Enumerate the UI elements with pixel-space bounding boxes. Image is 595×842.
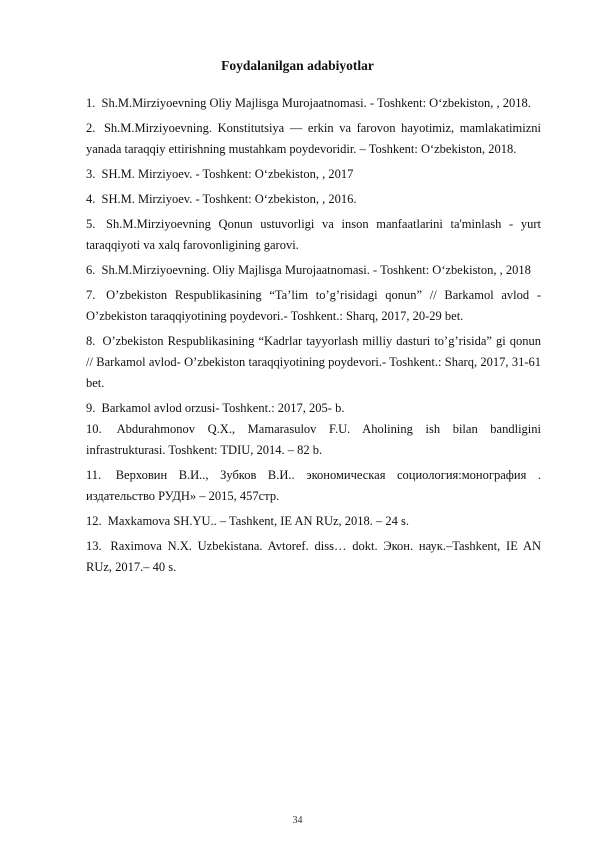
reference-number: 13.	[86, 539, 102, 553]
reference-number: 12.	[86, 514, 102, 528]
reference-item	[86, 511, 541, 532]
reference-number: 4.	[86, 192, 96, 206]
reference-text: SH.M. Mirziyoev. - Toshkent: O‘zbekiston, , 2017	[101, 167, 354, 181]
reference-item	[86, 285, 541, 327]
reference-number: 9.	[86, 401, 96, 415]
reference-text: Barkamol avlod orzusi- Toshkent.: 2017, 205- b.	[101, 401, 345, 415]
reference-item	[86, 536, 541, 578]
reference-text: Верховин В.И.., Зубков В.И.. экономическая социология:монография . издательство РУДН» – 2015, 457стр.	[86, 468, 541, 503]
reference-item	[86, 189, 541, 210]
reference-text: O’zbekiston Respublikasining “Kadrlar tayyorlash milliy dasturi to’g’risida” gi qonun // Barkamol avlod- O’zbekiston taraqqiyotining poydevori.- Toshkent.: Sharq, 2017, 31-61 bet.	[86, 334, 542, 390]
reference-number: 11.	[86, 468, 102, 482]
reference-number: 6.	[86, 263, 96, 277]
reference-text: Sh.M.Mirziyoevning. Konstitutsiya — erkin va farovon hayotimiz, mamlakatimizni yanada taraqqiy ettirishning mustahkam poydevoridir. – Toshkent: O‘zbekiston, 2018.	[86, 121, 541, 156]
page-number: 34	[292, 815, 303, 826]
reference-item	[86, 398, 541, 419]
reference-text: Sh.M.Mirziyoevning Qonun ustuvorligi va inson manfaatlarini ta'minlash - yurt taraqqiyoti va xalq farovonligining garovi.	[86, 217, 541, 252]
reference-number: 7.	[86, 288, 96, 302]
reference-number: 10.	[86, 422, 102, 436]
reference-item	[86, 93, 541, 114]
reference-item	[86, 331, 541, 394]
reference-text: Sh.M.Mirziyoevning Oliy Majlisga Murojaatnomasi. - Toshkent: O‘zbekiston, , 2018.	[101, 96, 531, 110]
reference-number: 5.	[86, 217, 96, 231]
reference-number: 1.	[86, 96, 96, 110]
reference-text: SH.M. Mirziyoev. - Toshkent: O‘zbekiston, , 2016.	[101, 192, 357, 206]
reference-number: 2.	[86, 121, 96, 135]
reference-item	[86, 260, 541, 281]
reference-text: Maxkamova SH.YU.. – Tashkent, IE AN RUz, 2018. – 24 s.	[107, 514, 410, 528]
reference-number: 3.	[86, 167, 96, 181]
reference-text: O’zbekiston Respublikasining “Ta’lim to’g’risidagi qonun” // Barkamol avlod - O’zbekiston taraqqiyotining poydevori.- Toshkent.: Sharq, 2017, 20-29 bet.	[86, 288, 541, 323]
reference-text: Raximova N.X. Uzbekistana. Avtoref. diss… dokt. Экон. наук.–Tashkent, IE AN RUz, 2017.– 40 s.	[86, 539, 541, 574]
reference-item	[86, 419, 541, 461]
reference-item	[86, 118, 541, 160]
reference-text: Abdurahmonov Q.X., Mamarasulov F.U. Aholining ish bilan bandligini infrastrukturasi. Toshkent: TDIU, 2014. – 82 b.	[86, 422, 541, 457]
reference-list	[86, 93, 541, 582]
reference-item	[86, 465, 541, 507]
reference-item	[86, 164, 541, 185]
reference-item	[86, 214, 541, 256]
reference-number: 8.	[86, 334, 96, 348]
reference-text: Sh.M.Mirziyoevning. Oliy Majlisga Murojaatnomasi. - Toshkent: O‘zbekiston, , 2018	[101, 263, 531, 277]
bibliography-title: Foydalanilgan adabiyotlar	[221, 58, 374, 73]
